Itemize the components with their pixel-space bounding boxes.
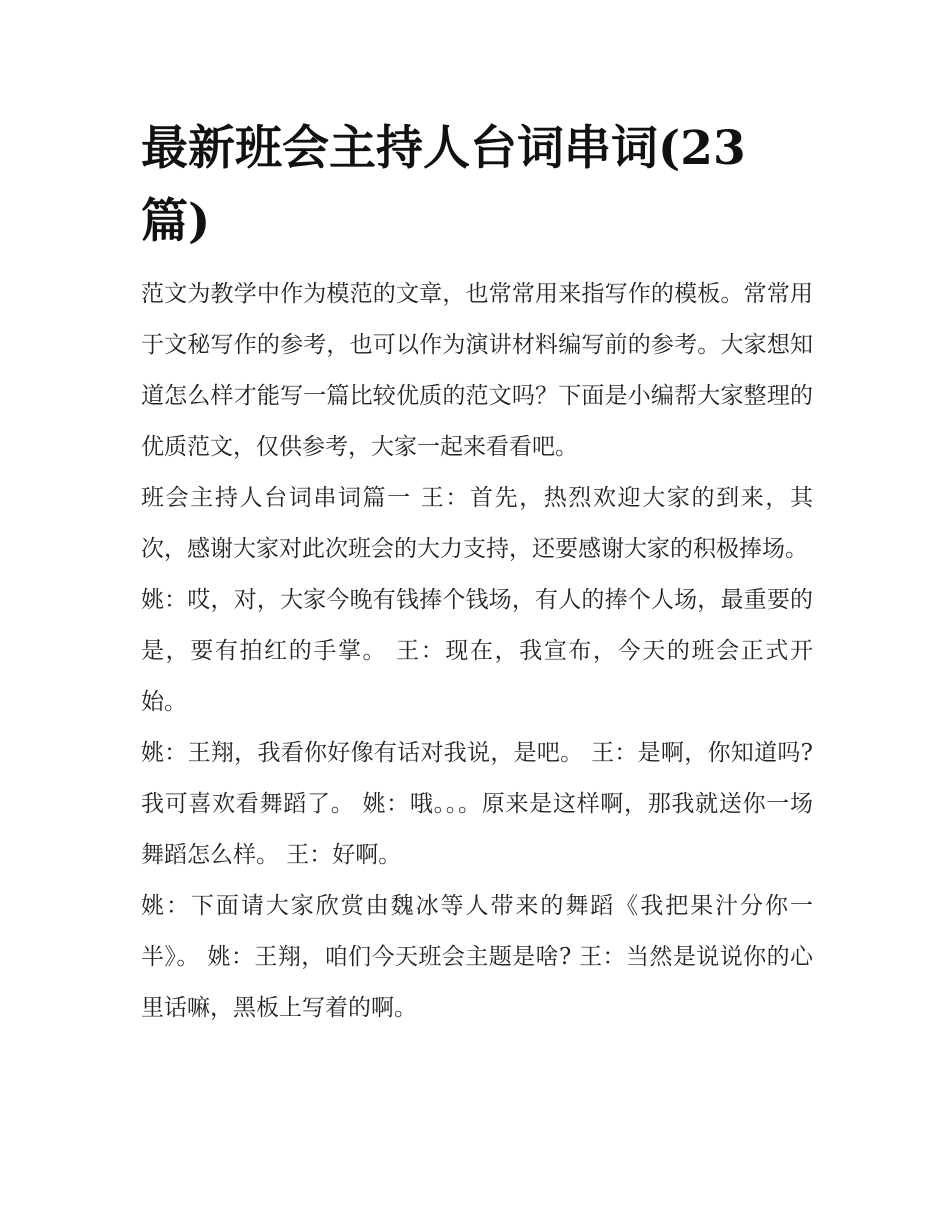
paragraph-dialogue-1: 姚：哎，对，大家今晚有钱捧个钱场，有人的捧个人场，最重要的是，要有拍红的手掌。 王：现在，我宣布，今天的班会正式开始。	[141, 587, 813, 715]
document-content	[141, 112, 813, 1034]
paragraph-section-one: 班会主持人台词串词篇一 王：首先，热烈欢迎大家的到来，其次，感谢大家对此次班会的大力支持，还要感谢大家的积极捧场。	[141, 485, 813, 562]
paragraph-intro: 范文为教学中作为模范的文章，也常常用来指写作的模板。常常用于文秘写作的参考，也可以作为演讲材料编写前的参考。大家想知道怎么样才能写一篇比较优质的范文吗？下面是小编帮大家整理的优质范文，仅供参考，大家一起来看看吧。	[141, 281, 813, 460]
document-body	[141, 269, 813, 1034]
paragraph-dialogue-2: 姚：王翔，我看你好像有话对我说，是吧。 王：是啊，你知道吗?我可喜欢看舞蹈了。 姚：哦。。。原来是这样啊，那我就送你一场舞蹈怎么样。 王：好啊。	[141, 740, 813, 868]
paragraph-dialogue-3: 姚：下面请大家欣赏由魏冰等人带来的舞蹈《我把果汁分你一半》。 姚：王翔，咱们今天班会主题是啥? 王：当然是说说你的心里话嘛，黑板上写着的啊。	[141, 893, 813, 1021]
document-title: 最新班会主持人台词串词(23篇)	[141, 121, 746, 249]
